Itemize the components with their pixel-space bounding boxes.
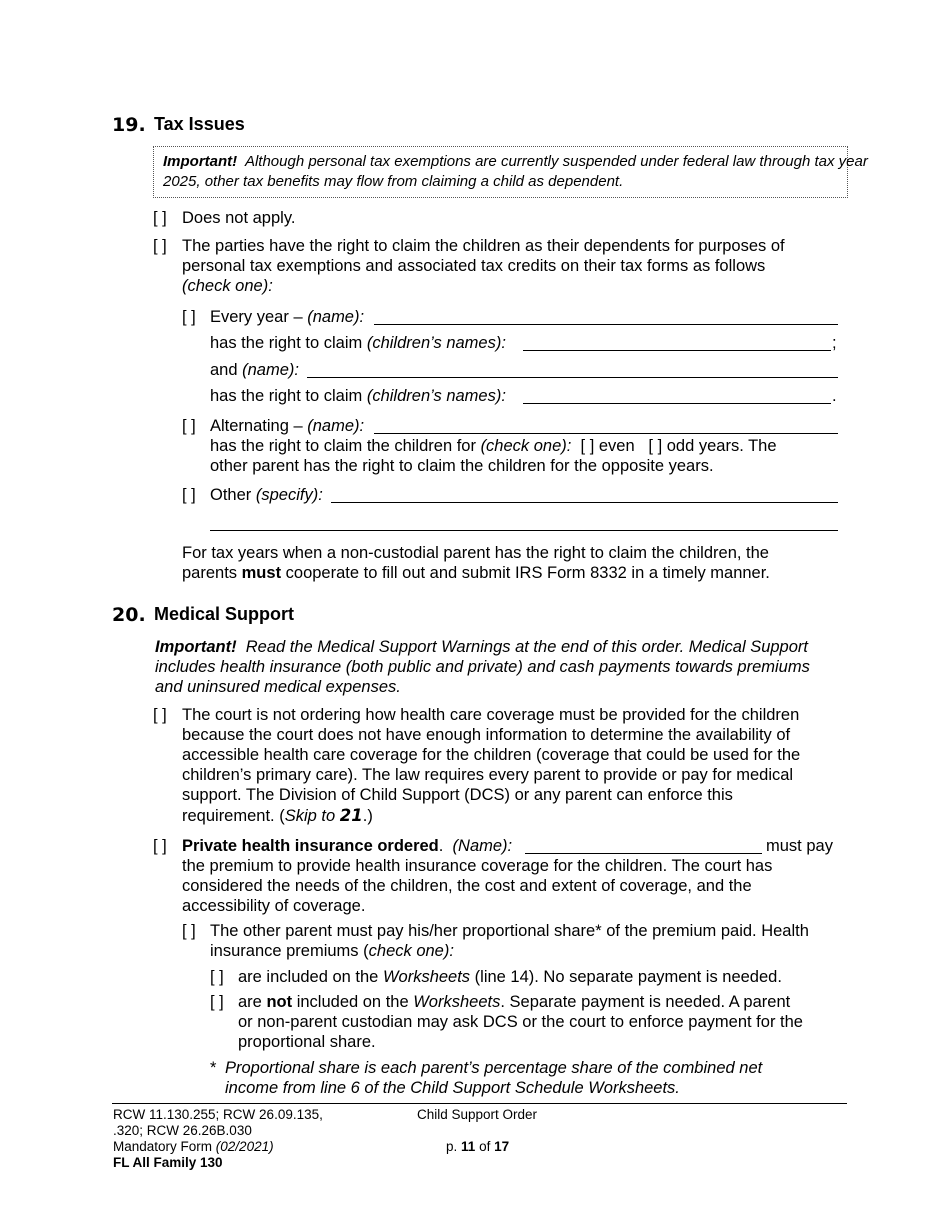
- footer-mandatory-form: Mandatory Form (02/2021): [113, 1139, 274, 1154]
- alternating-checkbox[interactable]: [ ]: [182, 417, 196, 435]
- medical-important-line-1: Important! Read the Medical Support Warnings at the end of this order. Medical Support: [155, 638, 808, 656]
- other-parent-pay-checkbox[interactable]: [ ]: [182, 922, 196, 940]
- every-year-children-field-2[interactable]: [523, 403, 831, 404]
- alternating-line-3: other parent has the right to claim the children for the opposite years.: [210, 457, 714, 475]
- section-20-title: Medical Support: [154, 604, 295, 624]
- footer-page-number: p. 11 of 17: [446, 1139, 510, 1154]
- odd-years-checkbox[interactable]: [ ] odd years. The: [648, 437, 777, 455]
- section-19-number: 19.: [112, 114, 146, 136]
- every-year-children-label-2: has the right to claim (children’s names):: [210, 387, 506, 405]
- private-insurance-line-2: the premium to provide health insurance coverage for the children. The court has: [182, 857, 773, 875]
- parties-right-checkbox[interactable]: [ ]: [153, 237, 167, 255]
- parties-right-line-2: personal tax exemptions and associated tax credits on their tax forms as follows: [182, 257, 766, 275]
- premiums-not-included-line-3: proportional share.: [238, 1033, 376, 1051]
- not-ordering-line-1: The court is not ordering how health care coverage must be provided for the children: [182, 706, 800, 724]
- not-ordering-line-4: children’s primary care). The law requires every parent to provide or pay for medical: [182, 766, 794, 784]
- does-not-apply-checkbox[interactable]: [ ]: [153, 209, 167, 227]
- every-year-name-field[interactable]: [374, 324, 838, 325]
- private-insurance-name-field[interactable]: [525, 853, 762, 854]
- not-ordering-checkbox[interactable]: [ ]: [153, 706, 167, 724]
- footer-form-id: FL All Family 130: [113, 1155, 223, 1170]
- other-parent-pay-line-1: The other parent must pay his/her proportional share* of the premium paid. Health: [210, 922, 809, 940]
- section-20-number: 20.: [112, 604, 146, 626]
- not-ordering-line-2: because the court does not have enough information to determine the availability of: [182, 726, 791, 744]
- footer-divider: [112, 1103, 847, 1104]
- footer-rcw-line-1: RCW 11.130.255; RCW 26.09.135,: [113, 1107, 323, 1122]
- every-year-checkbox[interactable]: [ ]: [182, 308, 196, 326]
- not-ordering-line-6: requirement. (Skip to 21.): [182, 806, 373, 825]
- medical-important-line-2: includes health insurance (both public and private) and cash payments towards premiums: [155, 658, 810, 676]
- other-specify-field-2[interactable]: [210, 530, 838, 531]
- every-year-name-field-2[interactable]: [307, 377, 838, 378]
- premiums-included-label: are included on the Worksheets (line 14). No separate payment is needed.: [238, 968, 782, 986]
- semicolon: ;: [832, 334, 837, 352]
- parties-right-check-one: (check one):: [182, 277, 273, 295]
- important-notice-line-2: 2025, other tax benefits may flow from claiming a child as dependent.: [163, 173, 624, 190]
- footer-rcw-line-2: .320; RCW 26.26B.030: [113, 1123, 252, 1138]
- premiums-not-included-line-1: are not included on the Worksheets. Separate payment is needed. A parent: [238, 993, 791, 1011]
- important-notice-line-1: Important! Although personal tax exemptions are currently suspended under federal law through tax year: [163, 153, 868, 170]
- private-insurance-label: Private health insurance ordered. (Name):: [182, 837, 513, 855]
- footnote-asterisk: *: [210, 1059, 217, 1077]
- private-insurance-checkbox[interactable]: [ ]: [153, 837, 167, 855]
- other-checkbox[interactable]: [ ]: [182, 486, 196, 504]
- other-specify-field[interactable]: [331, 502, 838, 503]
- footer-doc-title: Child Support Order: [417, 1107, 538, 1122]
- alternating-line-2: has the right to claim the children for (check one): [ ] even [ ] odd years. The: [210, 437, 777, 455]
- not-ordering-line-3: accessible health care coverage for the children (coverage that could be used for the: [182, 746, 801, 764]
- period: .: [832, 387, 837, 405]
- not-ordering-line-5: support. The Division of Child Support (DCS) or any parent can enforce this: [182, 786, 733, 804]
- other-label: Other (specify):: [210, 486, 323, 504]
- footnote-line-2: income from line 6 of the Child Support Schedule Worksheets.: [225, 1079, 680, 1097]
- section-19-title: Tax Issues: [154, 114, 245, 134]
- important-notice-box: [153, 146, 868, 198]
- premiums-included-checkbox[interactable]: [ ]: [210, 968, 224, 986]
- alternating-name-field[interactable]: [374, 433, 838, 434]
- private-insurance-line-4: accessibility of coverage.: [182, 897, 366, 915]
- every-year-label: Every year – (name):: [210, 308, 365, 326]
- even-years-checkbox[interactable]: [ ] even: [580, 437, 635, 455]
- premiums-not-included-checkbox[interactable]: [ ]: [210, 993, 224, 1011]
- noncustodial-line-2: parents must cooperate to fill out and submit IRS Form 8332 in a timely manner.: [182, 564, 770, 582]
- footnote-line-1: Proportional share is each parent’s percentage share of the combined net: [225, 1059, 763, 1077]
- noncustodial-line-1: For tax years when a non-custodial parent has the right to claim the children, the: [182, 544, 769, 562]
- private-insurance-line-3: considered the needs of the children, the cost and extent of coverage, and the: [182, 877, 752, 895]
- every-year-and-label: and (name):: [210, 361, 299, 379]
- does-not-apply-label: Does not apply.: [182, 209, 296, 227]
- parties-right-line-1: The parties have the right to claim the children as their dependents for purposes of: [182, 237, 785, 255]
- must-pay-label: must pay: [766, 837, 833, 855]
- medical-important-line-3: and uninsured medical expenses.: [155, 678, 401, 696]
- every-year-children-field-1[interactable]: [523, 350, 831, 351]
- alternating-label: Alternating – (name):: [210, 417, 365, 435]
- every-year-children-label-1: has the right to claim (children’s names):: [210, 334, 506, 352]
- other-parent-pay-line-2: insurance premiums (check one):: [210, 942, 454, 960]
- premiums-not-included-line-2: or non-parent custodian may ask DCS or the court to enforce payment for the: [238, 1013, 803, 1031]
